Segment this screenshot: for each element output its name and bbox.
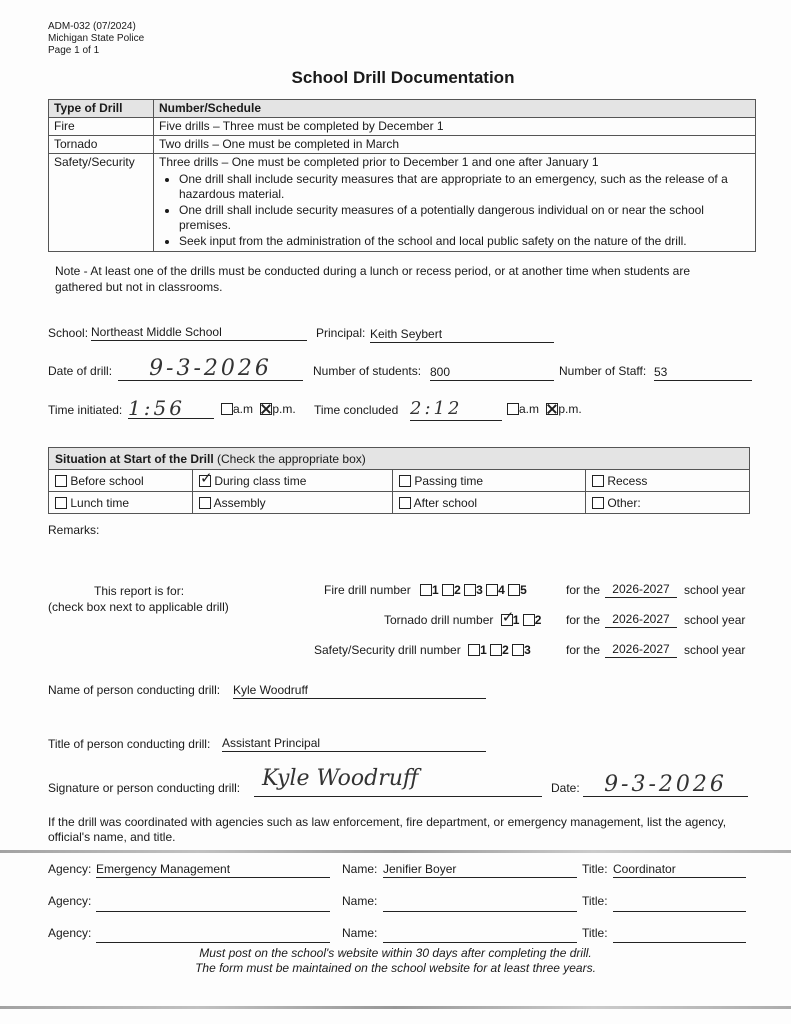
pm-label: p.m. [272,402,296,416]
fire-checkbox-5[interactable] [508,584,520,596]
agency-title-label: Title: [582,862,608,876]
for-the-label: for the [566,643,601,657]
school-label: School: [48,326,89,340]
agency-label: Agency: [48,926,92,940]
safety-checkbox-1[interactable] [468,644,480,656]
agency-title-field-3[interactable] [613,927,746,943]
principal-field[interactable]: Keith Seybert [370,327,554,343]
situation-title: Situation at Start of the Drill [55,451,214,466]
signature-label: Signature or person conducting drill: [48,781,241,795]
staff-field[interactable]: 53 [654,365,752,381]
fire-checkbox-4[interactable] [486,584,498,596]
time-concluded-field[interactable]: 2:12 [410,398,502,421]
tornado-checkbox-1[interactable] [501,614,513,626]
option-label: Recess [607,473,648,488]
safety-year-field[interactable]: 2026-2027 [605,642,677,658]
am-label: a.m [233,402,254,416]
agency-name-field-2[interactable] [383,896,577,912]
option-checkbox[interactable] [199,475,211,487]
agency-label: Agency: [48,894,92,908]
school-year-label: school year [684,613,746,627]
date-field[interactable]: 9-3-2026 [118,356,303,381]
school-year-label: school year [684,643,746,657]
page-title: School Drill Documentation [291,68,515,87]
time-concluded-label: Time concluded [314,403,399,417]
safety-schedule-text: Three drills – One must be completed prior to December 1 and one after January 1 [159,155,599,169]
time-initiated-label: Time initiated: [48,403,123,417]
principal-label: Principal: [316,326,366,340]
date-label: Date of drill: [48,364,113,378]
option-label: Lunch time [70,495,130,510]
row-schedule: Five drills – Three must be completed by December 1 [154,118,756,136]
agency-name-field-1[interactable]: Jenifier Boyer [383,862,577,878]
pm-label: p.m. [558,402,582,416]
school-field[interactable]: Northeast Middle School [91,325,307,341]
agency-title-label: Title: [582,926,608,940]
for-the-label: for the [566,613,601,627]
footer-line-1: Must post on the school's website within 30 days after completing the drill. [199,946,592,960]
agency-field-2[interactable] [96,896,330,912]
am-pm-group-end [507,402,582,416]
option-cell[interactable] [393,470,586,492]
agency-name-label: Name: [342,862,378,876]
am-label: a.m [519,402,540,416]
safety-checkbox-3[interactable] [512,644,524,656]
school-year-label: school year [684,583,746,597]
signature-field[interactable] [254,766,542,797]
option-checkbox[interactable] [399,475,411,487]
safety-drill-row: Safety/Security drill number 1 2 3 [314,643,531,657]
tornado-year-field[interactable]: 2026-2027 [605,612,677,628]
fire-checkbox-1[interactable] [420,584,432,596]
option-cell[interactable] [49,470,193,492]
option-label: During class time [214,473,307,488]
option-cell[interactable] [393,492,586,514]
scan-artifact [0,850,791,853]
remarks-label: Remarks: [48,523,100,537]
tornado-drill-row: Tornado drill number ✓ 1 2 [384,613,541,627]
option-checkbox[interactable] [55,475,67,487]
bullet-item: • One drill shall include security measures that are appropriate to an emergency, such as the release of a hazardous material. [179,172,750,202]
safety-bullets [159,172,750,249]
row-schedule: Two drills – One must be completed in March [154,136,756,154]
option-cell[interactable] [49,492,193,514]
row-schedule [154,154,756,252]
sig-date-field[interactable]: 9-3-2026 [583,772,748,797]
pm-checkbox[interactable] [260,403,272,415]
situation-subtitle: (Check the appropriate box) [217,451,366,466]
drill-schedule-table [48,99,756,252]
agency-field-1[interactable]: Emergency Management [96,862,330,878]
safety-drill-label: Safety/Security drill number [314,643,461,657]
fire-year-field[interactable]: 2026-2027 [605,582,677,598]
time-initiated-field[interactable]: 1:56 [128,396,214,419]
tornado-drill-label: Tornado drill number [384,613,494,627]
form-code: ADM-032 (07/2024) [48,21,136,32]
signature-script: Kyle Woodruff [262,766,419,791]
agency-name-label: Name: [342,894,378,908]
for-the-label: for the [566,583,601,597]
option-label: Passing time [414,473,484,488]
am-checkbox[interactable] [221,403,233,415]
scan-artifact [0,1006,791,1009]
agency-title-field-1[interactable]: Coordinator [613,862,746,878]
am-checkbox[interactable] [507,403,519,415]
fire-checkbox-2[interactable] [442,584,454,596]
col-type-header: Type of Drill [49,100,154,118]
sig-date-label: Date: [551,781,580,795]
fire-checkbox-3[interactable] [464,584,476,596]
option-label: Before school [70,473,144,488]
staff-label: Number of Staff: [559,364,647,378]
agency-field-3[interactable] [96,927,330,943]
option-checkbox[interactable] [399,497,411,509]
note-text: Note - At least one of the drills must be conducted during a lunch or recess period, or at another time when students are gathered but not in classrooms. [55,264,691,294]
agency-title-field-2[interactable] [613,896,746,912]
fire-drill-row: Fire drill number 1 2 3 4 5 [324,583,527,597]
conductor-name-label: Name of person conducting drill: [48,683,221,697]
students-label: Number of students: [313,364,422,378]
situation-table [48,447,750,514]
form-page: Page 1 of 1 [48,45,100,56]
option-cell[interactable] [193,492,393,514]
situation-header [49,448,750,470]
option-checkbox[interactable] [592,475,604,487]
form-agency: Michigan State Police [48,33,145,44]
fire-drill-label: Fire drill number [324,583,411,597]
option-label: Assembly [213,495,266,510]
safety-checkbox-2[interactable] [490,644,502,656]
footer-line-2: The form must be maintained on the school website for at least three years. [195,961,596,975]
option-cell[interactable] [193,470,393,492]
option-cell[interactable] [586,492,750,514]
coordination-text: If the drill was coordinated with agencies such as law enforcement, fire department, or emergency management, list the agency, official's name, and title. [48,815,727,844]
tornado-checkbox-2[interactable] [523,614,535,626]
bullet-item: • One drill shall include security measures of a potentially dangerous individual on or near the school premises. [179,203,750,233]
option-checkbox[interactable] [55,497,67,509]
students-field[interactable]: 800 [430,365,554,381]
col-schedule-header: Number/Schedule [154,100,756,118]
row-type: Fire [49,118,154,136]
am-pm-group-start [221,402,296,416]
conductor-name-field[interactable]: Kyle Woodruff [233,683,486,699]
agency-title-label: Title: [582,894,608,908]
agency-name-label: Name: [342,926,378,940]
conductor-title-field[interactable]: Assistant Principal [222,736,486,752]
row-type: Safety/Security [49,154,154,252]
option-checkbox[interactable] [592,497,604,509]
pm-checkbox[interactable] [546,403,558,415]
agency-label: Agency: [48,862,92,876]
option-label: After school [413,495,478,510]
option-cell[interactable] [586,470,750,492]
option-checkbox[interactable] [199,497,211,509]
bullet-item: • Seek input from the administration of the school and local public safety on the nature of the drill. [179,234,750,249]
report-check-label: (check box next to applicable drill) [48,600,229,614]
conductor-title-label: Title of person conducting drill: [48,737,211,751]
option-label: Other: [607,495,641,510]
row-type: Tornado [49,136,154,154]
agency-name-field-3[interactable] [383,927,577,943]
report-for-label: This report is for: [94,584,185,598]
